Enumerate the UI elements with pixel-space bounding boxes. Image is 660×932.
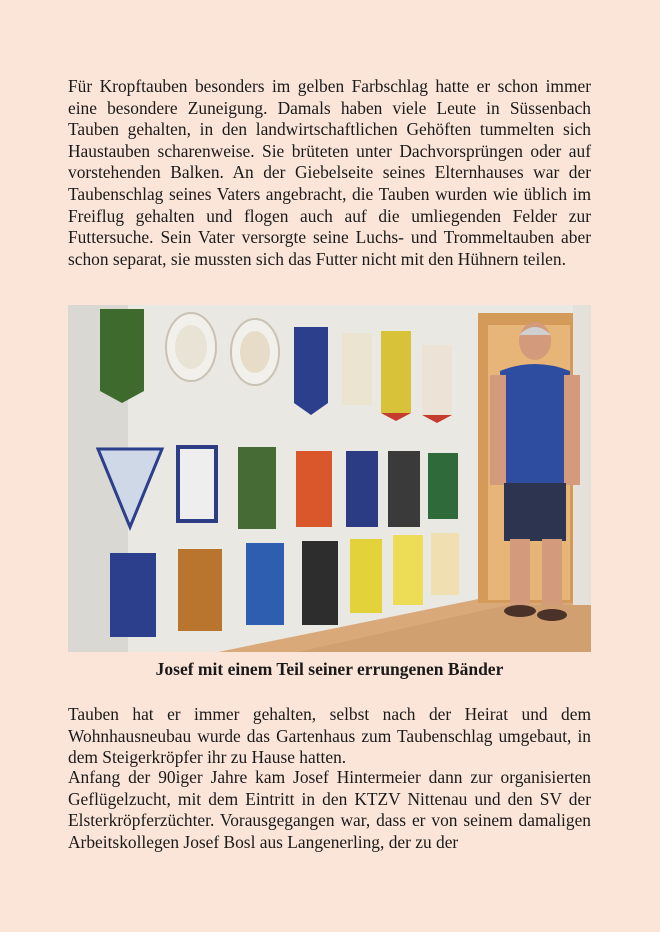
pennant-photo [68,305,591,652]
photo-caption: Josef mit einem Teil seiner errungenen Bänder [155,659,504,679]
nineties-paragraph: Anfang der 90iger Jahre kam Josef Hintermeier dann zur organisierten Geflügelzucht, mit dem Eintritt in den KTZV Nittenau und den SV der Elsterkröpferzüchter. Vorausgegangen war, dass er von seinem damaligen Arbeitskollegen Josef Bosl aus Langenerling, der zu der [68,767,591,852]
pennant-wall-image [68,305,591,652]
intro-paragraph: Für Kropftauben besonders im gelben Farbschlag hatte er schon immer eine besondere Zuneigung. Damals haben viele Leute in Süssenbach Tauben gehalten, in den landwirtschaftlichen Gehöften tummelten sich Haustauben scharenweise. Sie brüteten unter Dachvorsprüngen oder auf vorstehenden Balken. An der Giebelseite seines Elternhauses war der Taubenschlag seines Vaters angebracht, die Tauben wurden wie üblich im Freiflug gehalten und flogen auch auf die umliegenden Felder zur Futtersuche. Sein Vater versorgte seine Luchs- und Trommeltauben aber schon separat, sie mussten sich das Futter nicht mit den Hühnern teilen. [68,76,591,269]
after-wedding-paragraph: Tauben hat er immer gehalten, selbst nach der Heirat und dem Wohnhausneubau wurde das Gartenhaus zum Taubenschlag umgebaut, in dem Steigerkröpfer ihr zu Hause hatten. [68,704,591,768]
